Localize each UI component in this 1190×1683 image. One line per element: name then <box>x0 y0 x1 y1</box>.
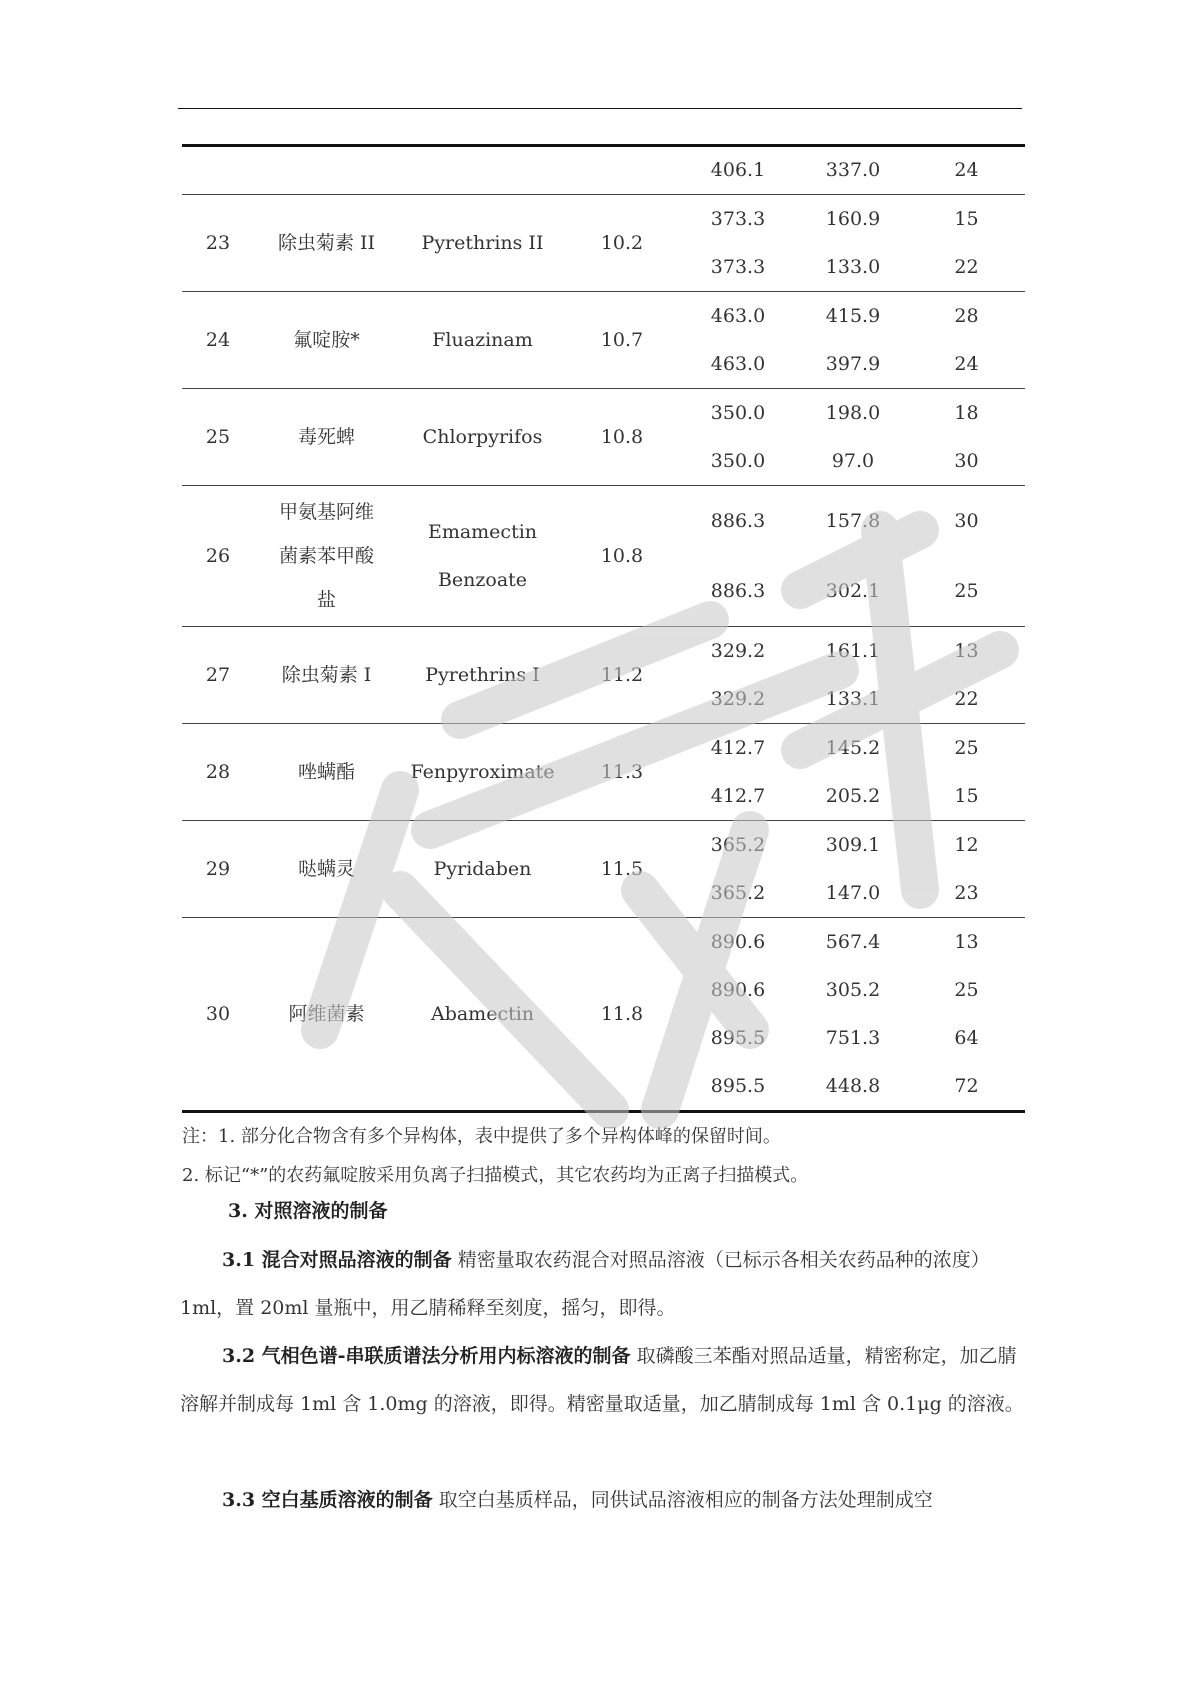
cell-collision-energy: 64 <box>954 1027 979 1049</box>
cell-parent-ion: 350.0 <box>678 437 798 486</box>
table-row <box>182 918 1025 967</box>
cell-number: 26 <box>182 486 254 627</box>
cell-english-name <box>399 146 566 195</box>
cell-english-name <box>399 195 566 292</box>
cell-parent-ion: 412.7 <box>710 737 766 759</box>
cell-retention-time: 11.8 <box>566 918 678 1112</box>
cell-retention-time: 11.5 <box>566 821 678 918</box>
cell-daughter-ion: 145.2 <box>825 737 881 759</box>
cell-daughter-ion: 157.8 <box>825 510 881 532</box>
cell-parent-ion: 895.5 <box>678 1062 798 1112</box>
cell-parent-ion: 329.2 <box>710 640 766 662</box>
english-name-line: Pyrethrins I <box>425 664 540 686</box>
cell-collision-energy: 13 <box>954 931 979 953</box>
cell-parent-ion: 463.0 <box>710 305 766 327</box>
cell-english-name <box>399 724 566 821</box>
cell-parent-ion: 329.2 <box>678 675 798 724</box>
cell-retention-time: 10.8 <box>566 486 678 627</box>
cell-chinese-name <box>254 918 399 1112</box>
cell-parent-ion: 365.2 <box>710 834 766 856</box>
cell-daughter-ion: 147.0 <box>798 869 908 918</box>
cell-collision-energy: 15 <box>908 772 1025 821</box>
section-3-1 <box>180 1236 1026 1332</box>
english-name-line: Fenpyroximate <box>410 761 555 783</box>
english-name-line: Chlorpyrifos <box>422 426 543 448</box>
cell-chinese-name <box>254 821 399 918</box>
section-3-1-title: 3.1 混合对照品溶液的制备 <box>222 1249 452 1271</box>
cell-collision-energy: 28 <box>954 305 979 327</box>
cell-number: 25 <box>182 389 254 486</box>
table-row <box>182 389 1025 438</box>
cell-parent-ion: 406.1 <box>678 146 798 195</box>
section-3-1-body: 精密量取农药混合对照品溶液（已标示各相关农药品种的浓度）1ml，置 20ml 量瓶中，用乙腈稀释至刻度，摇匀，即得。 <box>180 1249 990 1319</box>
cell-number: 24 <box>182 292 254 389</box>
cell-number: 23 <box>182 195 254 292</box>
cell-english-name <box>399 918 566 1112</box>
table-note-2: 2. 标记“*”的农药氟啶胺采用负离子扫描模式，其它农药均为正离子扫描模式。 <box>182 1165 809 1186</box>
cell-number: 30 <box>182 918 254 1112</box>
pesticide-table <box>182 146 1025 1113</box>
cell-daughter-ion: 751.3 <box>825 1027 881 1049</box>
watermark-text: 公示稿 <box>280 470 283 471</box>
cell-daughter-ion: 309.1 <box>825 834 881 856</box>
chinese-name-line: 盐 <box>316 589 336 611</box>
cell-number: 29 <box>182 821 254 918</box>
cell-english-name <box>399 292 566 389</box>
table-row <box>182 195 1025 244</box>
cell-daughter-ion: 302.1 <box>798 556 908 627</box>
english-name-line: Pyridaben <box>433 858 532 880</box>
cell-parent-ion: 890.6 <box>710 931 766 953</box>
english-name-line: Abamectin <box>430 1003 535 1025</box>
cell-collision-energy: 13 <box>954 640 979 662</box>
english-name-line: Emamectin <box>427 521 538 543</box>
table-body <box>182 146 1025 1112</box>
cell-english-name <box>399 627 566 724</box>
cell-daughter-ion: 448.8 <box>798 1062 908 1112</box>
cell-retention-time <box>566 146 678 195</box>
table-row <box>182 724 1025 773</box>
header-rule <box>178 108 1022 109</box>
cell-collision-energy: 25 <box>954 737 979 759</box>
cell-parent-ion: 886.3 <box>710 510 766 532</box>
cell-retention-time: 10.7 <box>566 292 678 389</box>
english-name-line: Pyrethrins II <box>421 232 544 254</box>
cell-chinese-name <box>254 627 399 724</box>
cell-chinese-name <box>254 486 399 627</box>
cell-chinese-name <box>254 724 399 821</box>
chinese-name-line: 唑螨酯 <box>297 761 355 783</box>
cell-chinese-name <box>254 146 399 195</box>
table-row <box>182 146 1025 195</box>
cell-daughter-ion: 133.0 <box>798 243 908 292</box>
cell-retention-time: 10.8 <box>566 389 678 486</box>
section-3-2-body: 取磷酸三苯酯对照品适量，精密称定，加乙腈溶解并制成每 1ml 含 1.0mg 的溶液，即得。精密量取适量，加乙腈制成每 1ml 含 0.1μg 的溶液。 <box>180 1345 1024 1415</box>
chinese-name-line: 氟啶胺* <box>293 329 360 351</box>
cell-daughter-ion: 161.1 <box>825 640 881 662</box>
section-3-heading: 3. 对照溶液的制备 <box>228 1200 388 1222</box>
table-row <box>182 486 1025 557</box>
cell-retention-time: 11.3 <box>566 724 678 821</box>
cell-parent-ion: 463.0 <box>678 340 798 389</box>
cell-number: 28 <box>182 724 254 821</box>
cell-collision-energy: 18 <box>954 402 979 424</box>
cell-parent-ion: 886.3 <box>678 556 798 627</box>
english-name-line: Fluazinam <box>432 329 533 351</box>
cell-chinese-name <box>254 195 399 292</box>
cell-collision-energy: 30 <box>954 510 979 532</box>
cell-daughter-ion: 198.0 <box>825 402 881 424</box>
chinese-name-line: 除虫菊素 II <box>277 232 376 254</box>
section-3-3-body: 取空白基质样品，同供试品溶液相应的制备方法处理制成空 <box>432 1489 933 1511</box>
cell-parent-ion: 350.0 <box>710 402 766 424</box>
section-3-2-title: 3.2 气相色谱-串联质谱法分析用内标溶液的制备 <box>222 1345 631 1367</box>
table-note-1: 注：1. 部分化合物含有多个异构体，表中提供了多个异构体峰的保留时间。 <box>182 1126 781 1147</box>
cell-collision-energy: 22 <box>908 243 1025 292</box>
cell-collision-energy: 22 <box>908 675 1025 724</box>
table-row <box>182 821 1025 870</box>
cell-collision-energy: 23 <box>908 869 1025 918</box>
cell-daughter-ion: 205.2 <box>798 772 908 821</box>
section-3-2 <box>180 1332 1026 1428</box>
cell-parent-ion: 895.5 <box>710 1027 766 1049</box>
cell-daughter-ion: 160.9 <box>825 208 881 230</box>
chinese-name-line: 阿维菌素 <box>288 1003 365 1025</box>
cell-daughter-ion: 305.2 <box>825 979 881 1001</box>
english-name-line: Benzoate <box>437 569 528 591</box>
cell-daughter-ion: 337.0 <box>798 146 908 195</box>
chinese-name-line: 菌素苯甲酸 <box>278 545 374 567</box>
cell-collision-energy: 24 <box>908 340 1025 389</box>
cell-daughter-ion: 567.4 <box>825 931 881 953</box>
cell-daughter-ion: 133.1 <box>798 675 908 724</box>
cell-chinese-name <box>254 389 399 486</box>
cell-collision-energy: 25 <box>954 979 979 1001</box>
cell-english-name <box>399 821 566 918</box>
table-row <box>182 292 1025 341</box>
section-3-3 <box>180 1476 1026 1524</box>
cell-daughter-ion: 397.9 <box>798 340 908 389</box>
cell-collision-energy: 24 <box>908 146 1025 195</box>
chinese-name-line: 哒螨灵 <box>297 858 355 880</box>
section-3-3-title: 3.3 空白基质溶液的制备 <box>222 1489 433 1511</box>
cell-collision-energy: 25 <box>908 556 1025 627</box>
cell-chinese-name <box>254 292 399 389</box>
cell-english-name <box>399 486 566 627</box>
table-row <box>182 627 1025 676</box>
cell-english-name <box>399 389 566 486</box>
cell-collision-energy: 72 <box>908 1062 1025 1112</box>
cell-number: 27 <box>182 627 254 724</box>
cell-parent-ion: 373.3 <box>710 208 766 230</box>
cell-parent-ion: 890.6 <box>710 979 766 1001</box>
chinese-name-line: 除虫菊素 I <box>281 664 372 686</box>
cell-collision-energy: 15 <box>954 208 979 230</box>
cell-daughter-ion: 415.9 <box>825 305 881 327</box>
cell-collision-energy: 30 <box>908 437 1025 486</box>
chinese-name-line: 毒死蜱 <box>297 426 355 448</box>
cell-retention-time: 10.2 <box>566 195 678 292</box>
cell-collision-energy: 12 <box>954 834 979 856</box>
cell-daughter-ion: 97.0 <box>798 437 908 486</box>
cell-retention-time: 11.2 <box>566 627 678 724</box>
cell-number <box>182 146 254 195</box>
cell-parent-ion: 365.2 <box>678 869 798 918</box>
chinese-name-line: 甲氨基阿维 <box>278 501 374 523</box>
cell-parent-ion: 412.7 <box>678 772 798 821</box>
cell-parent-ion: 373.3 <box>678 243 798 292</box>
